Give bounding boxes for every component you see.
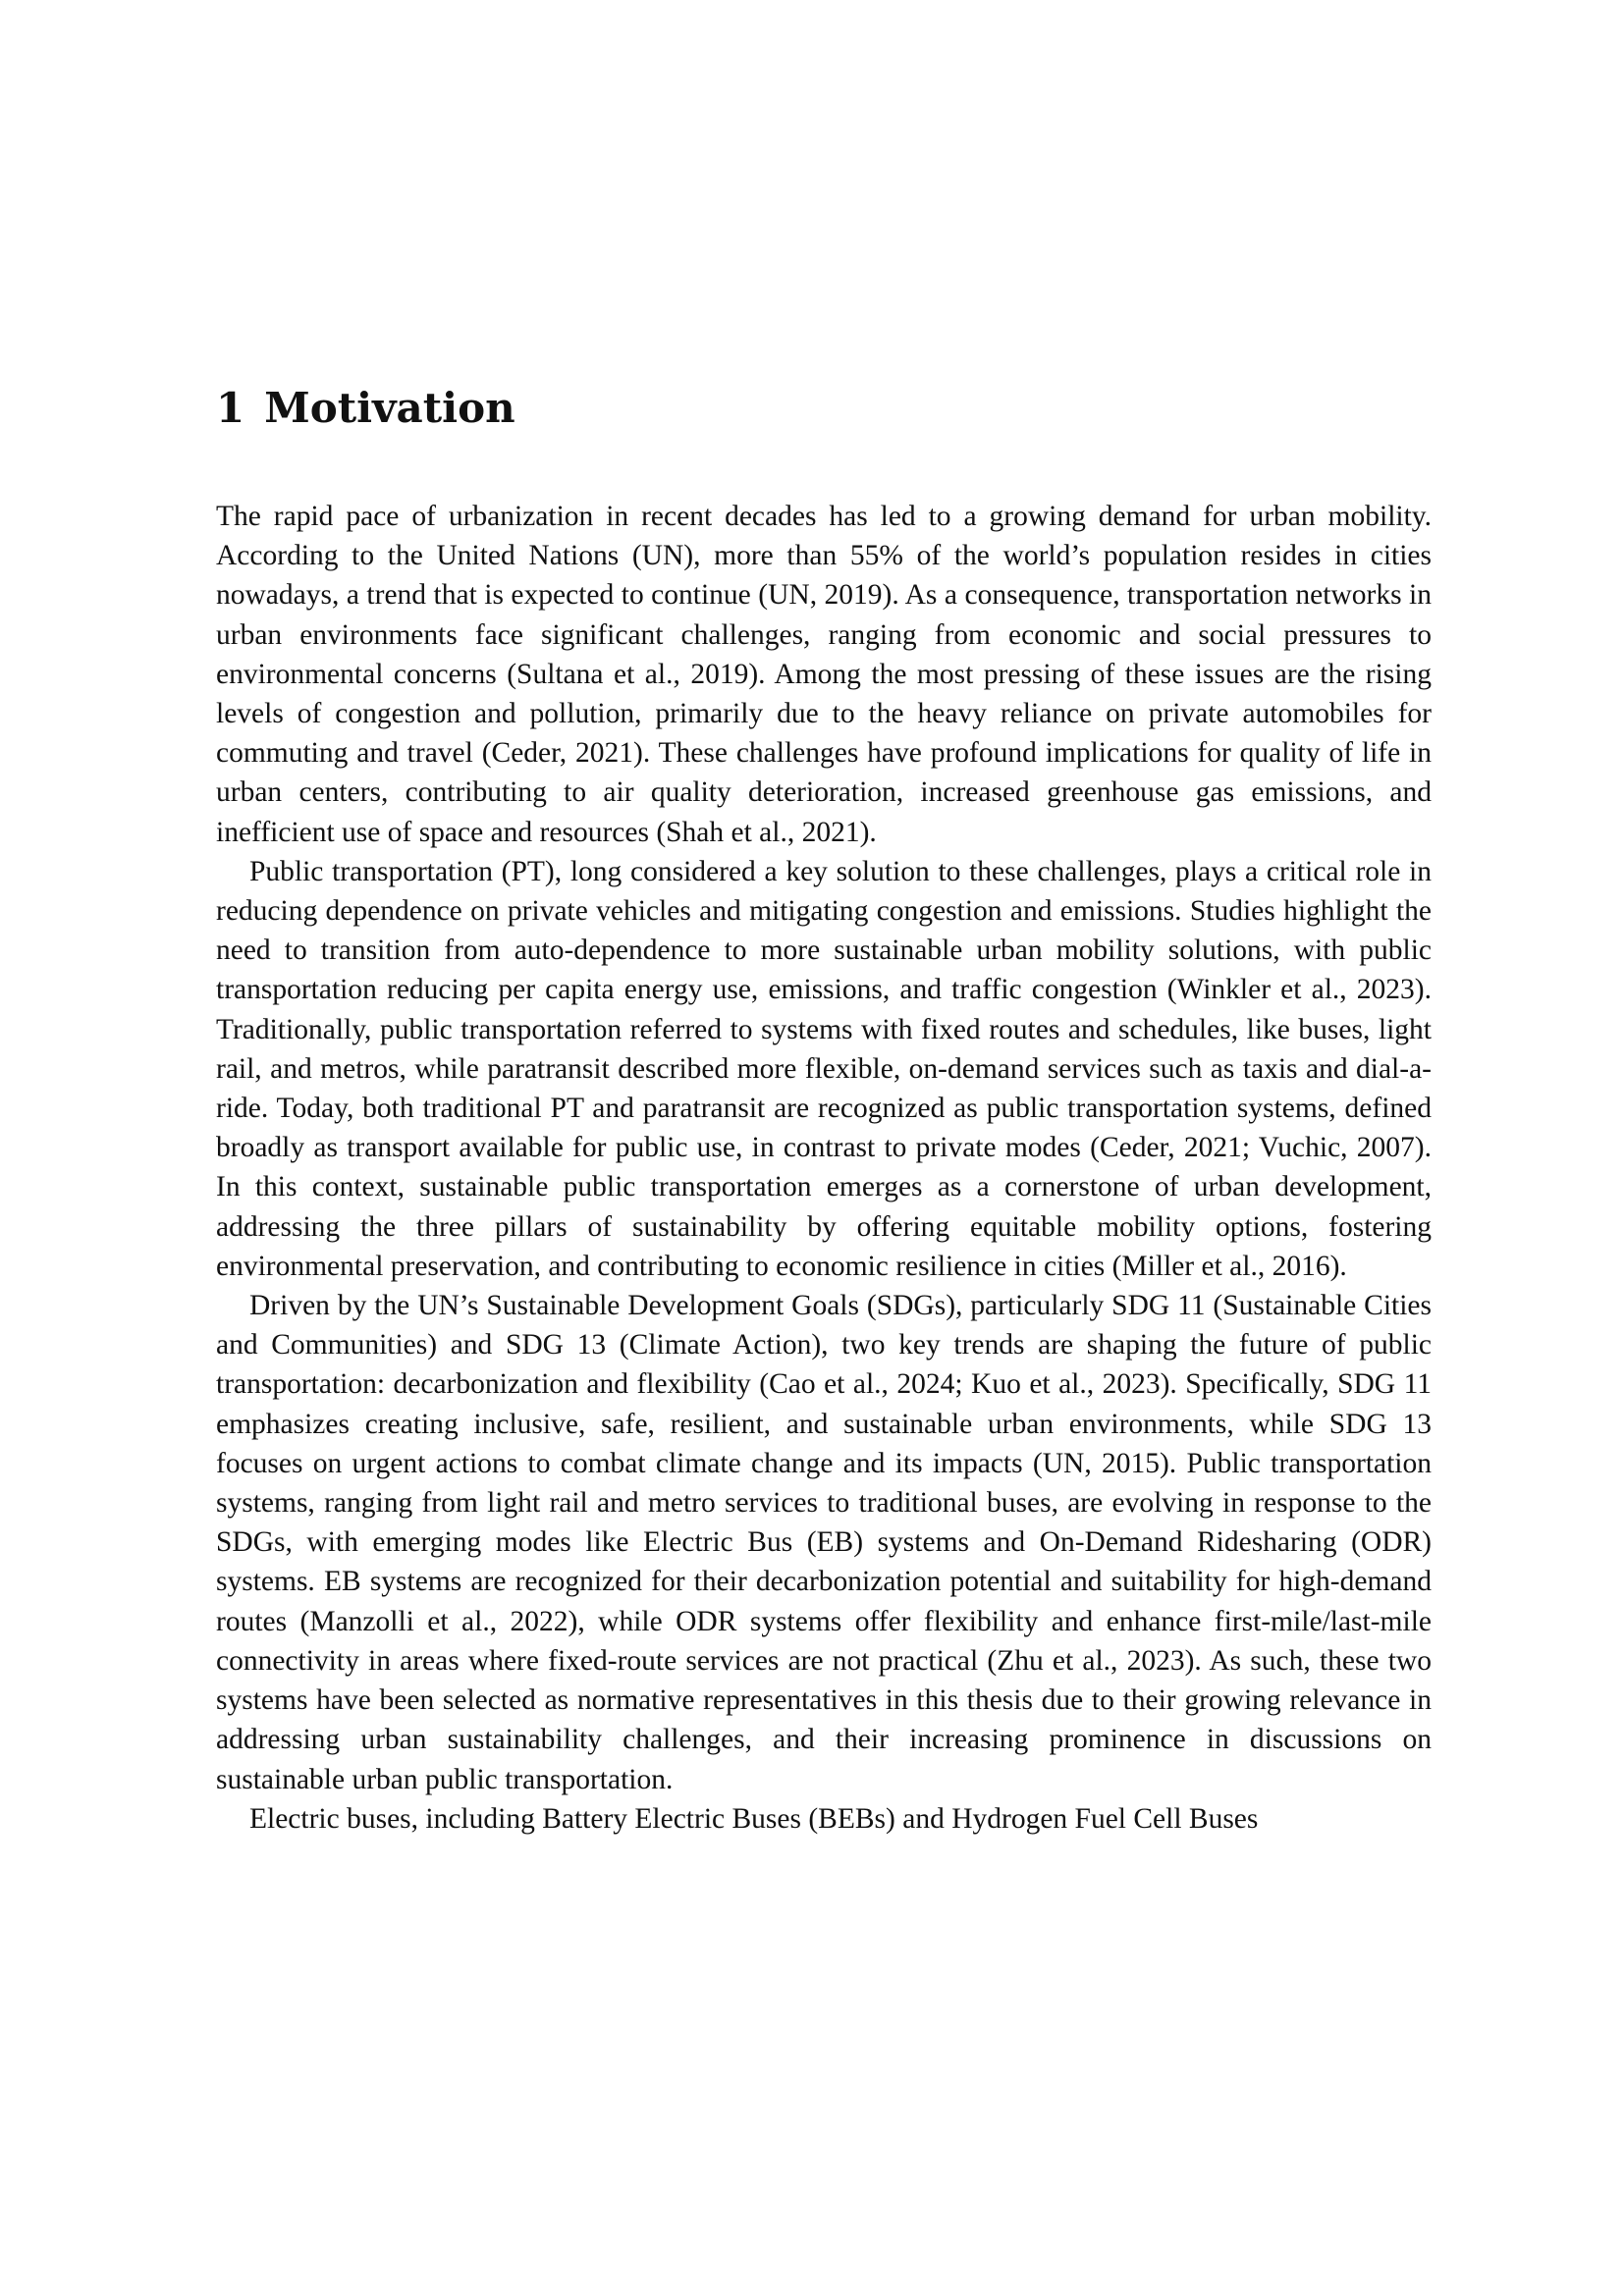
body-text <box>216 497 1432 1839</box>
paragraph-urbanization: The rapid pace of urbanization in recent decades has led to a growing demand for urban mobility. According to the United Nations (UN), more than 55% of the world’s population resides in cities nowadays, a trend that is expected to continue (UN, 2019). As a consequence, transportation networks in urban environments face significant challenges, ranging from economic and social pressures to environmental concerns (Sultana et al., 2019). Among the most pressing of these issues are the rising levels of congestion and pollution, primarily due to the heavy reliance on private automobiles for commuting and travel (Ceder, 2021). These challenges have profound implications for quality of life in urban centers, contributing to air quality deterioration, increased greenhouse gas emissions, and inefficient use of space and resources (Shah et al., 2021). <box>216 501 1432 848</box>
paragraph-public-transportation: Public transportation (PT), long considered a key solution to these challenges, plays a critical role in reducing dependence on private vehicles and mitigating congestion and emissions. Studies highlight the need to transition from auto-dependence to more sustainable urban mobility solutions, with public transportation reducing per capita energy use, emissions, and traffic congestion (Winkler et al., 2023). Traditionally, public transportation referred to systems with fixed routes and schedules, like buses, light rail, and metros, while paratransit described more flexible, on-demand services such as taxis and dial-a-ride. Today, both traditional PT and paratransit are recognized as public transportation systems, defined broadly as transport available for public use, in contrast to private modes (Ceder, 2021; Vuchic, 2007). In this context, sustainable public transportation emerges as a cornerstone of urban development, addressing the three pillars of sustainability by offering equitable mobility options, fostering environmental preservation, and contributing to economic resilience in cities (Miller et al., 2016). <box>216 855 1432 1282</box>
paragraph-electric-buses: Electric buses, including Battery Electric Buses (BEBs) and Hydrogen Fuel Cell Buses <box>249 1802 1259 1835</box>
paragraph-sdg-trends: Driven by the UN’s Sustainable Development Goals (SDGs), particularly SDG 11 (Sustainable Cities and Communities) and SDG 13 (Climate Action), two key trends are shaping the future of public transportation: decarbonization and flexibility (Cao et al., 2024; Kuo et al., 2023). Specifically, SDG 11 emphasizes creating inclusive, safe, resilient, and sustainable urban environments, while SDG 13 focuses on urgent actions to combat climate change and its impacts (UN, 2015). Public transportation systems, ranging from light rail and metro services to traditional buses, are evolving in response to the SDGs, with emerging modes like Electric Bus (EB) systems and On-Demand Ridesharing (ODR) systems. EB systems are recognized for their decarbonization potential and suitability for high-demand routes (Manzolli et al., 2022), while ODR systems offer flexibility and enhance first-mile/last-mile connectivity in areas where fixed-route services are not practical (Zhu et al., 2023). As such, these two systems have been selected as normative representatives in this thesis due to their growing relevance in addressing urban sustainability challenges, and their increasing prominence in discussions on sustainable urban public transportation. <box>216 1290 1432 1795</box>
chapter-title: Motivation <box>264 384 515 432</box>
chapter-number: 1 <box>216 384 245 432</box>
chapter-heading <box>216 381 1434 436</box>
